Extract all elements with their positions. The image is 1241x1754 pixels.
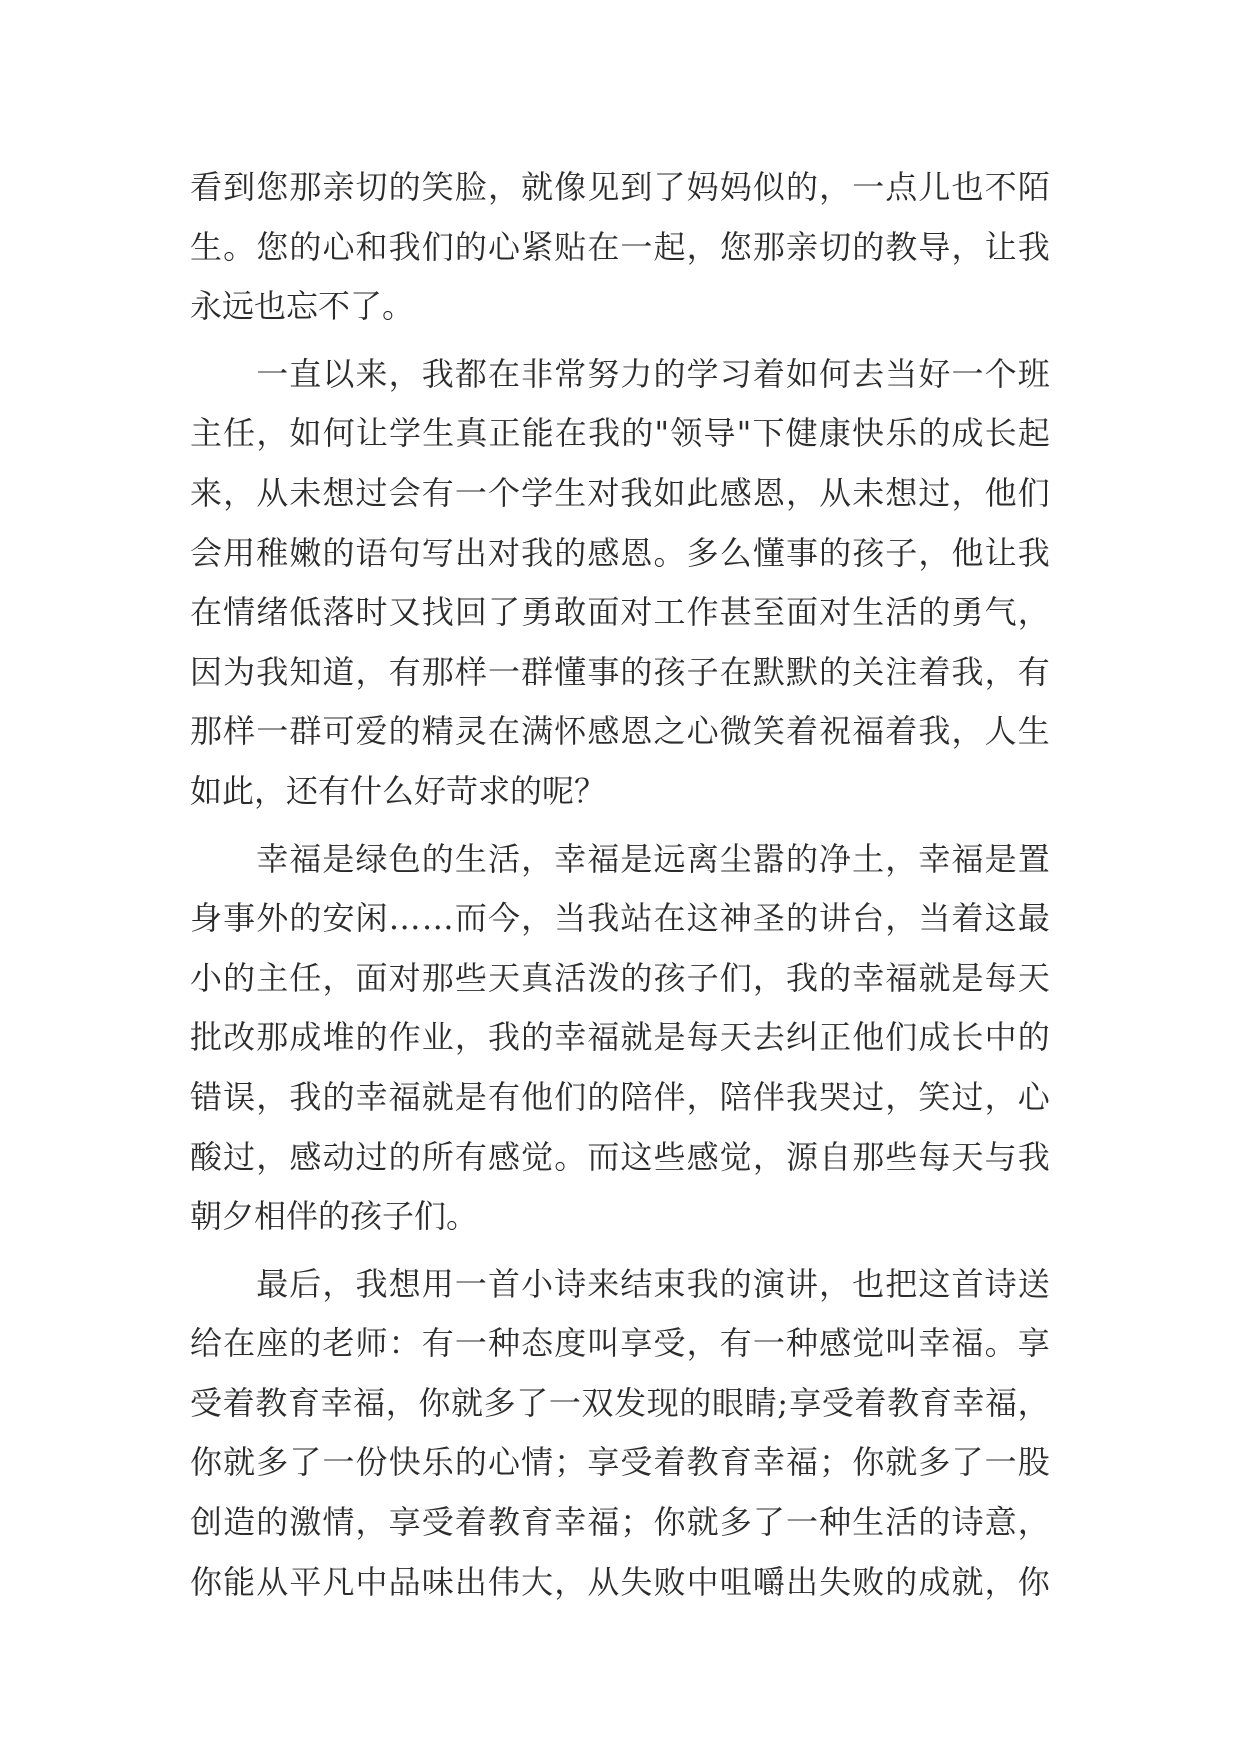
text-line: 一 直 以 来 ， 我 都 在 非 常 努 力 的 学 习 着 如 何 去 当 好 一 个 班 bbox=[256, 354, 1050, 393]
text-line: 生 。 您 的 心 和 我 们 的 心 紧 贴 在 一 起 ， 您 那 亲 切 的 教 导 ， 让 我 bbox=[190, 227, 1050, 266]
text-line: 来 ， 从 未 想 过 会 有 一 个 学 生 对 我 如 此 感 恩 ， 从 未 想 过 ， 他 们 bbox=[190, 473, 1050, 512]
text-line: 主 任 ， 如 何 让 学 生 真 正 能 在 我 的 " 领 导 " 下 健 康 快 乐 的 成 长 起 bbox=[190, 414, 1050, 453]
text-line: 幸 福 是 绿 色 的 生 活 ， 幸 福 是 远 离 尘 嚣 的 净 土 ， 幸 福 是 置 bbox=[256, 839, 1050, 878]
text-line: 朝夕相伴的孩子们。 bbox=[190, 1197, 479, 1236]
text-line: 在 情 绪 低 落 时 又 找 回 了 勇 敢 面 对 工 作 甚 至 面 对 生 活 的 勇 气 ， bbox=[190, 593, 1050, 632]
text-line: 小 的 主 任 ， 面 对 那 些 天 真 活 泼 的 孩 子 们 ， 我 的 幸 福 就 是 每 天 bbox=[190, 958, 1050, 997]
text-line: 错 误 ， 我 的 幸 福 就 是 有 他 们 的 陪 伴 ， 陪 伴 我 哭 过 ， 笑 过 ， 心 bbox=[190, 1077, 1050, 1116]
text-line: 你 就 多 了 一 份 快 乐 的 心 情 ； 享 受 着 教 育 幸 福 ； 你 就 多 了 一 股 bbox=[190, 1443, 1050, 1482]
paragraph-gap bbox=[190, 1247, 1050, 1255]
text-line: 那 样 一 群 可 爱 的 精 灵 在 满 怀 感 恩 之 心 微 笑 着 祝 福 着 我 ， 人 生 bbox=[190, 712, 1050, 751]
text-line: 看 到 您 那 亲 切 的 笑 脸 ， 就 像 见 到 了 妈 妈 似 的 ， 一 点 儿 也 不 陌 bbox=[190, 168, 1050, 206]
text-line: 给 在 座 的 老 师 ： 有 一 种 态 度 叫 享 受 ， 有 一 种 感 觉 叫 幸 福 。 享 bbox=[190, 1324, 1050, 1363]
text-line: 永远也忘不了。 bbox=[190, 287, 415, 326]
text-line: 最 后 ， 我 想 用 一 首 小 诗 来 结 束 我 的 演 讲 ， 也 把 这 首 诗 送 bbox=[256, 1264, 1050, 1303]
text-line: 创 造 的 激 情 ， 享 受 着 教 育 幸 福 ； 你 就 多 了 一 种 生 活 的 诗 意 ， bbox=[190, 1503, 1050, 1542]
text-line: 受 着 教 育 幸 福 ， 你 就 多 了 一 双 发 现 的 眼 睛 ; 享 受 着 教 育 幸 福 ， bbox=[190, 1383, 1050, 1422]
body-text bbox=[190, 158, 1050, 1612]
text-line: 你 能 从 平 凡 中 品 味 出 伟 大 ， 从 失 败 中 咀 嚼 出 失 败 的 成 就 ， 你 bbox=[190, 1562, 1050, 1601]
paragraph-gap bbox=[190, 337, 1050, 345]
paragraph-gap bbox=[190, 822, 1050, 830]
text-line: 会 用 稚 嫩 的 语 句 写 出 对 我 的 感 恩 。 多 么 懂 事 的 孩 子 ， 他 让 我 bbox=[190, 533, 1050, 572]
text-line: 如此，还有什么好苛求的呢？ bbox=[190, 771, 607, 810]
text-line: 因 为 我 知 道 ， 有 那 样 一 群 懂 事 的 孩 子 在 默 默 的 关 注 着 我 ， 有 bbox=[190, 652, 1050, 691]
text-line: 酸 过 ， 感 动 过 的 所 有 感 觉 。 而 这 些 感 觉 ， 源 自 那 些 每 天 与 我 bbox=[190, 1137, 1050, 1176]
text-line: 身 事 外 的 安 闲 … … 而 今 ， 当 我 站 在 这 神 圣 的 讲 台 ， 当 着 这 最 bbox=[190, 899, 1050, 938]
text-line: 批 改 那 成 堆 的 作 业 ， 我 的 幸 福 就 是 每 天 去 纠 正 他 们 成 长 中 的 bbox=[190, 1018, 1050, 1057]
